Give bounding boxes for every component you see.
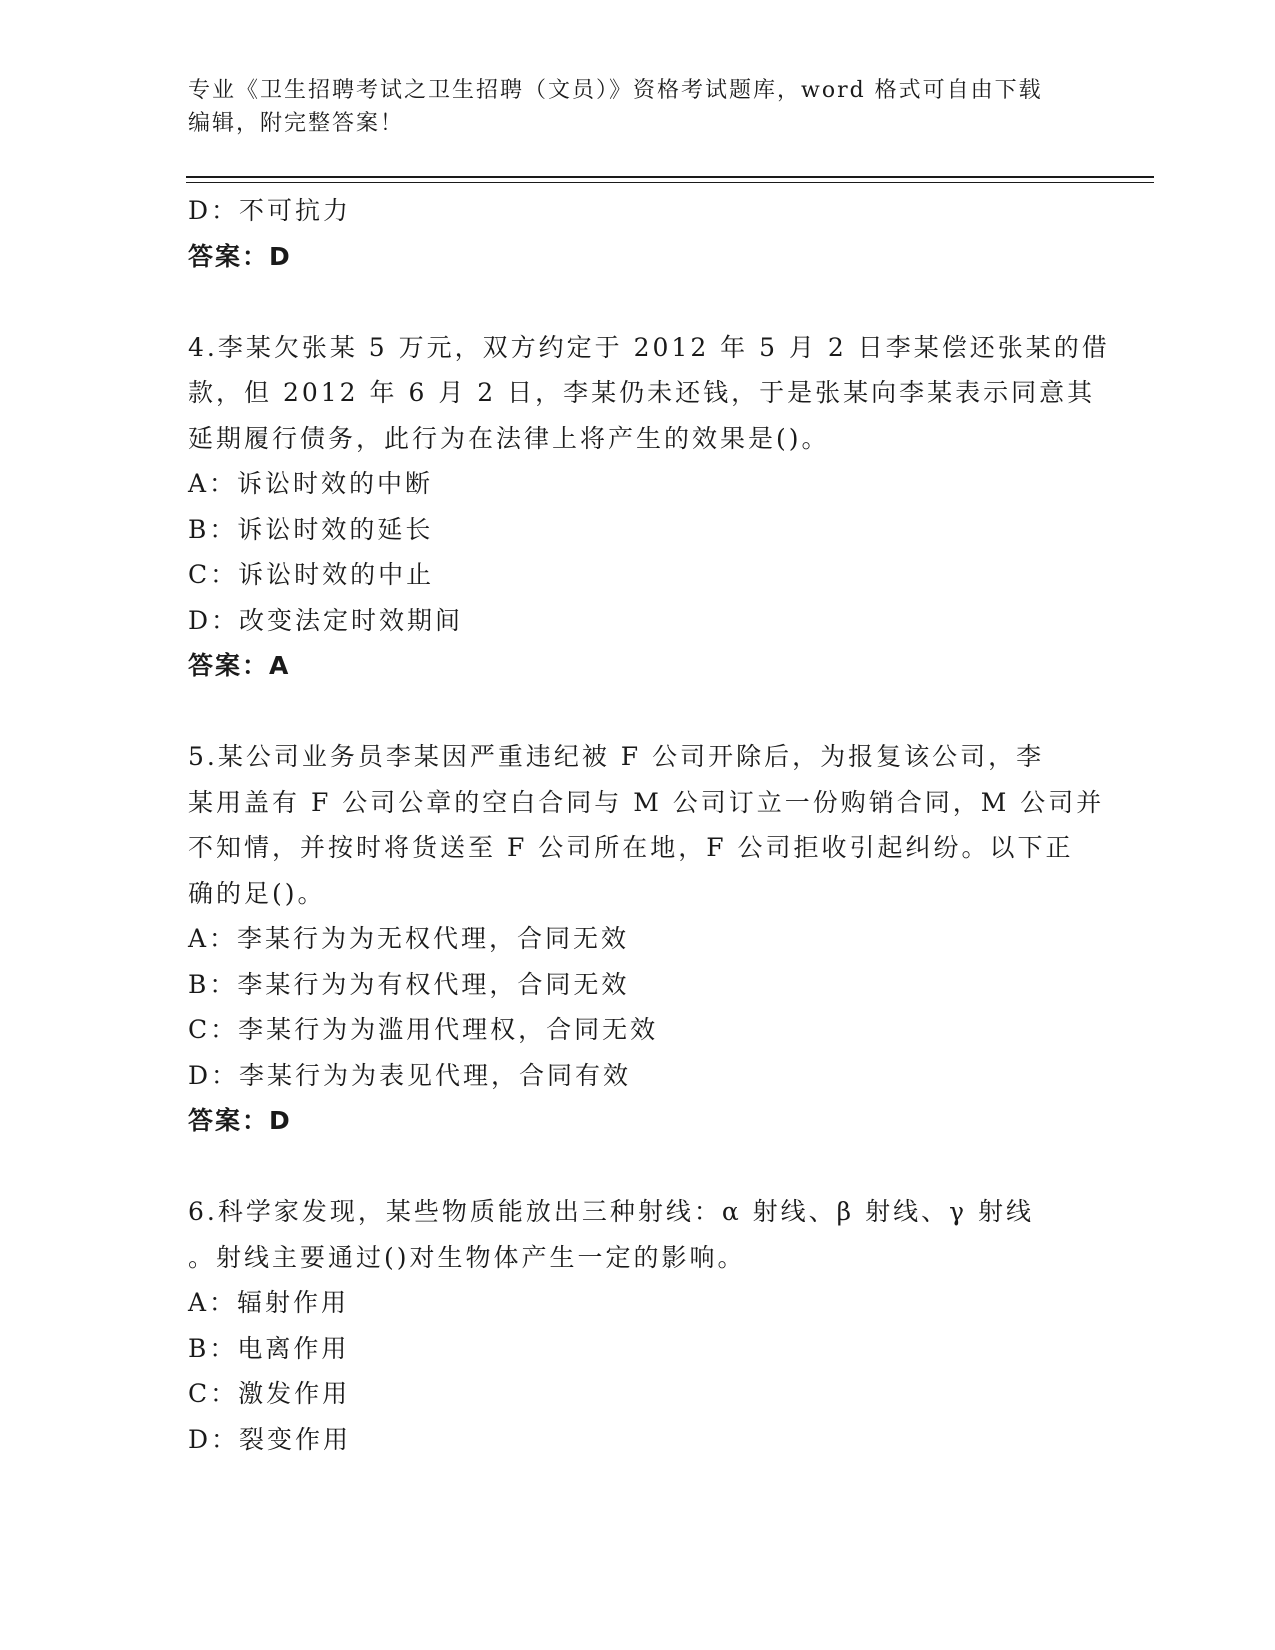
option-c: C：诉讼时效的中止 [188, 560, 435, 589]
option-d: D：李某行为为表见代理，合同有效 [188, 1060, 632, 1090]
page-header [188, 74, 1068, 140]
question-stem-line: 确的足()。 [188, 878, 326, 908]
answer-line: 答案：D [188, 1106, 292, 1135]
option-c: C：激发作用 [188, 1379, 351, 1408]
spacer [188, 279, 1088, 325]
question-stem-line: 某用盖有 F 公司公章的空白合同与 M 公司订立一份购销合同，M 公司并 [188, 787, 1105, 817]
question-6 [188, 1189, 1088, 1462]
option-d: D：不可抗力 [188, 196, 352, 225]
option-b: B：诉讼时效的延长 [188, 514, 434, 544]
option-b: B：李某行为为有权代理，合同无效 [188, 969, 630, 999]
answer-line: 答案：D [188, 241, 292, 271]
header-line-2: 编辑，附完整答案！ [188, 111, 405, 136]
option-b: B：电离作用 [188, 1333, 350, 1363]
question-list [188, 188, 1110, 1462]
option-a: A：诉讼时效的中断 [188, 469, 434, 498]
question-stem-line: 。射线主要通过()对生物体产生一定的影响。 [188, 1242, 746, 1272]
question-stem-line: 款，但 2012 年 6 月 2 日，李某仍未还钱，于是张某向李某表示同意其 [188, 378, 1096, 407]
header-line-1: 专业《卫生招聘考试之卫生招聘（文员）》资格考试题库，word 格式可自由下载 [188, 78, 1043, 103]
question-4 [188, 325, 1110, 689]
question-stem-line: 不知情，并按时将货送至 F 公司所在地，F 公司拒收引起纠纷。以下正 [188, 833, 1074, 862]
option-a: A：辐射作用 [188, 1288, 350, 1317]
option-d: D：改变法定时效期间 [188, 605, 464, 635]
option-c: C：李某行为为滥用代理权，合同无效 [188, 1015, 659, 1044]
spacer [188, 689, 1088, 735]
question-stem-line: 6.科学家发现，某些物质能放出三种射线：α 射线、β 射线、γ 射线 [188, 1197, 1034, 1226]
header-divider-thick [186, 176, 1154, 178]
question-stem-line: 延期履行债务，此行为在法律上将产生的效果是()。 [188, 423, 830, 453]
spacer [188, 1144, 1088, 1190]
question-stem-line: 5.某公司业务员李某因严重违纪被 F 公司开除后，为报复该公司，李 [188, 742, 1045, 771]
option-d: D：裂变作用 [188, 1424, 352, 1454]
answer-line: 答案：A [188, 651, 291, 680]
header-divider-thin [186, 182, 1154, 183]
question-stem-line: 4.李某欠张某 5 万元，双方约定于 2012 年 5 月 2 日李某偿还张某的借 [188, 332, 1110, 362]
option-a: A：李某行为为无权代理，合同无效 [188, 924, 630, 953]
question-5 [188, 734, 1105, 1144]
